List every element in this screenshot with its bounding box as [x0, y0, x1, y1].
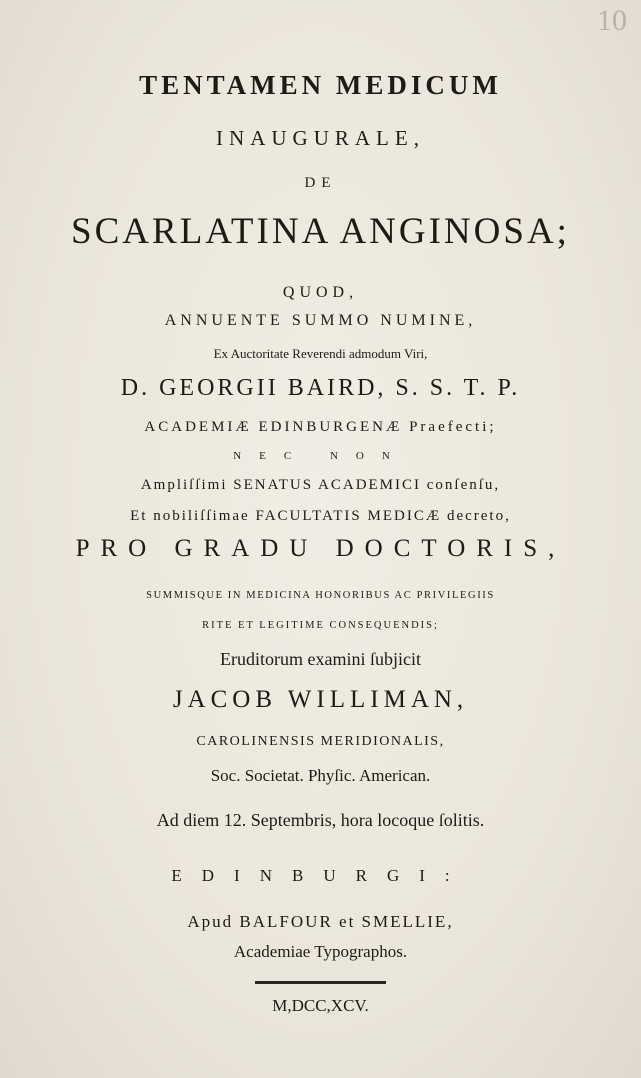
- rite: RITE ET LEGITIME CONSEQUENDIS;: [202, 620, 439, 631]
- ad-diem: Ad diem 12. Septembris, hora locoque ſolitis.: [156, 810, 485, 830]
- year: M,DCC,XCV.: [272, 996, 369, 1015]
- title-line-2: INAUGURALE,: [216, 126, 425, 150]
- nec-non: NEC NON: [233, 450, 408, 462]
- title-line-3: DE: [304, 175, 337, 191]
- title-line-1: TENTAMEN MEDICUM: [139, 70, 502, 100]
- carolinensis: CAROLINENSIS MERIDIONALIS,: [196, 734, 445, 749]
- pro-gradu: PRO GRADU DOCTORIS,: [75, 535, 566, 562]
- person: D. GEORGII BAIRD, S. S. T. P.: [120, 375, 521, 401]
- publisher: Apud BALFOUR et SMELLIE,: [187, 912, 454, 931]
- auctoritate: Ex Auctoritate Reverendi admodum Viri,: [213, 346, 428, 361]
- amplissimi: Ampliſſimi SENATUS ACADEMICI conſenſu,: [140, 477, 501, 493]
- summisque: SUMMISQUE IN MEDICINA HONORIBUS AC PRIVILEGIIS: [146, 590, 495, 601]
- title-line-4: SCARLATINA ANGINOSA;: [71, 211, 570, 252]
- divider-rule: [255, 981, 386, 984]
- quod: QUOD,: [282, 284, 359, 301]
- typographos: Academiae Typographos.: [233, 942, 408, 961]
- page-number: 10: [597, 4, 627, 37]
- academiae: ACADEMIÆ EDINBURGENÆ Praefecti;: [144, 419, 497, 435]
- society: Soc. Societat. Phyſic. American.: [210, 766, 431, 785]
- author-name: JACOB WILLIMAN,: [172, 686, 469, 713]
- edinburgi: EDINBURGI:: [171, 866, 470, 885]
- annuente: ANNUENTE SUMMO NUMINE,: [164, 312, 477, 329]
- nobilissimae: Et nobiliſſimae FACULTATIS MEDICÆ decreto,: [130, 508, 511, 524]
- eruditorum: Eruditorum examini ſubjicit: [220, 649, 421, 669]
